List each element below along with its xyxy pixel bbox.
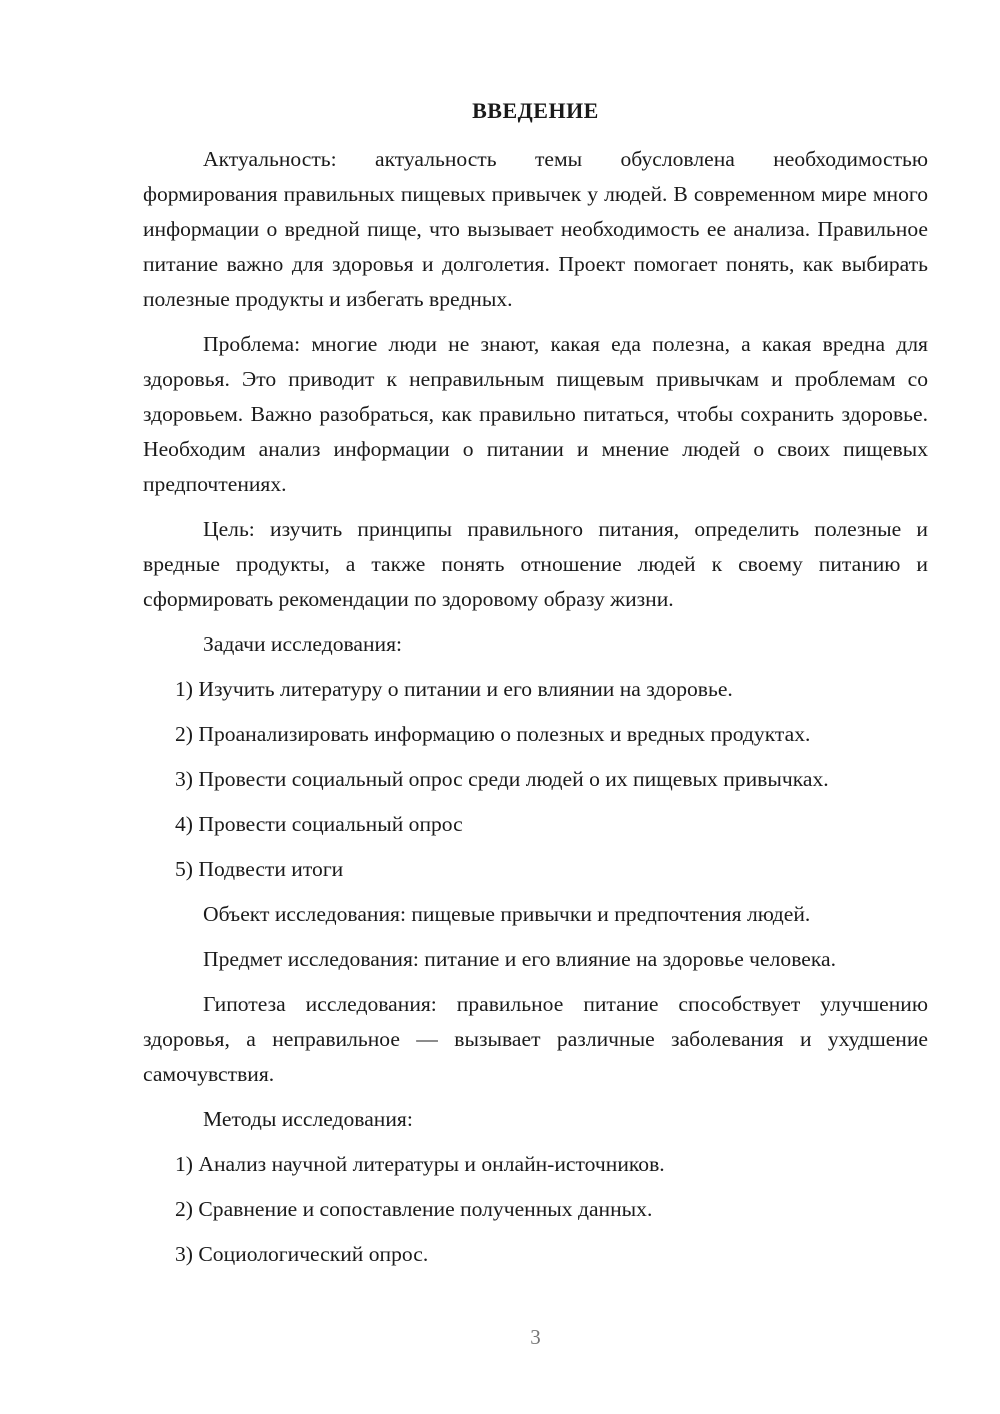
relevance-paragraph: Актуальность: актуальность темы обусловлена необходимостью формирования правильных пищевых привычек у людей. В современном мире много информации о вредной пище, что вызывает необходимость ее анализа. Правильное питание важно для здоровья и долголетия. Проект помогает понять, как выбирать полезные продукты и избегать вредных. xyxy=(143,147,928,311)
task-item: 4) Провести социальный опрос xyxy=(175,812,463,836)
subject-paragraph: Предмет исследования: питание и его влияние на здоровье человека. xyxy=(203,947,836,971)
problem-paragraph: Проблема: многие люди не знают, какая еда полезна, а какая вредна для здоровья. Это приводит к неправильным пищевым привычкам и проблемам со здоровьем. Важно разобраться, как правильно питаться, чтобы сохранить здоровье. Необходим анализ информации о питании и мнение людей о своих пищевых предпочтениях. xyxy=(143,332,928,496)
object-paragraph: Объект исследования: пищевые привычки и предпочтения людей. xyxy=(203,902,811,926)
methods-heading: Методы исследования: xyxy=(203,1107,413,1131)
method-item: 2) Сравнение и сопоставление полученных данных. xyxy=(175,1197,653,1221)
page-number: 3 xyxy=(530,1325,541,1349)
method-item: 3) Социологический опрос. xyxy=(175,1242,429,1266)
methods-list xyxy=(143,1147,928,1272)
section-title: ВВЕДЕНИЕ xyxy=(472,98,599,123)
document-page xyxy=(143,0,928,1414)
method-item: 1) Анализ научной литературы и онлайн-источников. xyxy=(175,1152,665,1176)
task-item: 1) Изучить литературу о питании и его влиянии на здоровье. xyxy=(175,677,733,701)
task-item: 5) Подвести итоги xyxy=(175,857,344,881)
task-item: 3) Провести социальный опрос среди людей о их пищевых привычках. xyxy=(175,767,829,791)
tasks-list xyxy=(143,672,928,887)
goal-paragraph: Цель: изучить принципы правильного питания, определить полезные и вредные продукты, а также понять отношение людей к своему питанию и сформировать рекомендации по здоровому образу жизни. xyxy=(143,517,928,611)
section-body xyxy=(143,142,928,1282)
tasks-heading: Задачи исследования: xyxy=(203,632,403,656)
task-item: 2) Проанализировать информацию о полезных и вредных продуктах. xyxy=(175,722,811,746)
hypothesis-paragraph: Гипотеза исследования: правильное питание способствует улучшению здоровья, а неправильное — вызывает различные заболевания и ухудшение самочувствия. xyxy=(143,992,928,1086)
